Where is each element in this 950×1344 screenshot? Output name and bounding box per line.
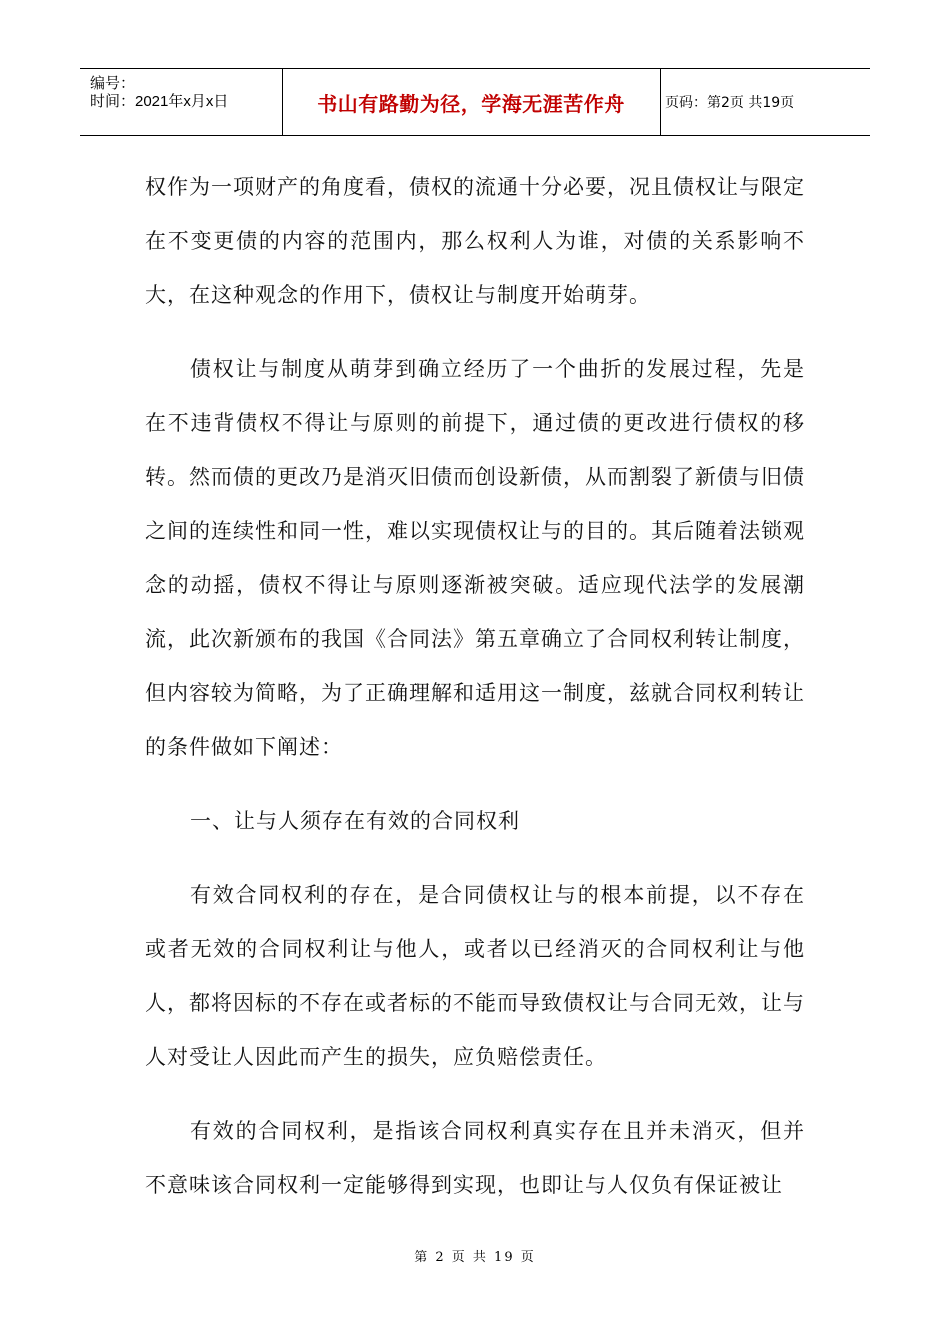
page-footer: 第 2 页 共 19 页 (414, 1250, 536, 1265)
section-heading: 一、让与人须存在有效的合同权利 (190, 809, 520, 833)
paragraph-continued: 权作为一项财产的角度看，债权的流通十分必要，况且债权让与限定在不变更债的内容的范围内，那么权利人为谁，对债的关系影响不大，在这种观念的作用下，债权让与制度开始萌芽。 (145, 175, 805, 307)
header-page-info: 页码：第2页 共19页 (665, 95, 795, 111)
page-header (80, 68, 870, 136)
paragraph: 债权让与制度从萌芽到确立经历了一个曲折的发展过程，先是在不违背债权不得让与原则的前提下，通过债的更改进行债权的移转。然而债的更改乃是消灭旧债而创设新债，从而割裂了新债与旧债之间的连续性和同一性，难以实现债权让与的目的。其后随着法锁观念的动摇，债权不得让与原则逐渐被突破。适应现代法学的发展潮流，此次新颁布的我国《合同法》第五章确立了合同权利转让制度，但内容较为简略，为了正确理解和适用这一制度，兹就合同权利转让的条件做如下阐述： (145, 357, 805, 759)
paragraph: 有效的合同权利，是指该合同权利真实存在且并未消灭，但并不意味该合同权利一定能够得到实现，也即让与人仅负有保证被让 (145, 1119, 805, 1197)
date-line: 时间：2021年x月x日 (90, 93, 229, 110)
paragraph: 有效合同权利的存在，是合同债权让与的根本前提，以不存在或者无效的合同权利让与他人，或者以已经消灭的合同权利让与他人，都将因标的不存在或者标的不能而导致债权让与合同无效，让与人对受让人因此而产生的损失，应负赔偿责任。 (145, 883, 805, 1069)
header-meta (80, 69, 282, 135)
header-divider-right (660, 69, 661, 135)
header-motto: 书山有路勤为径，学海无涯苦作舟 (317, 91, 625, 116)
doc-number-label: 编号： (90, 75, 136, 92)
document-body (145, 160, 805, 1232)
